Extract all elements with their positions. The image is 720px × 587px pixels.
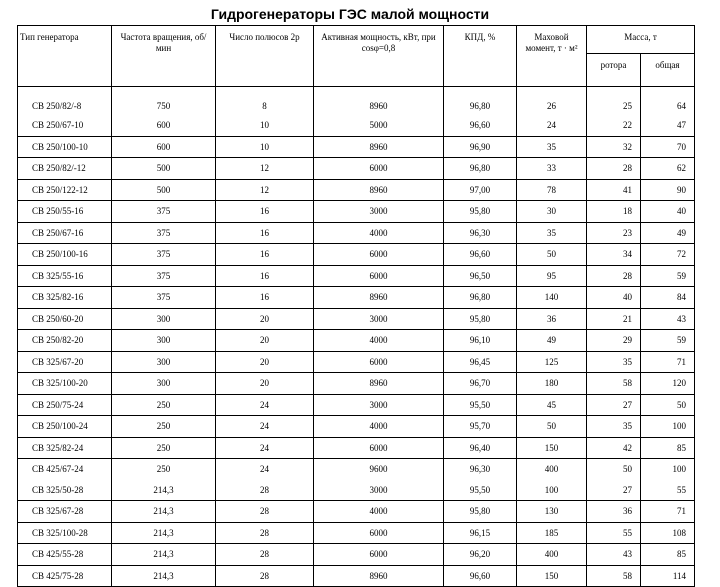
cell-power: 8960 [314, 136, 444, 158]
cell-mass-total: 64 [641, 87, 695, 116]
cell-efficiency: 96,80 [444, 87, 517, 116]
page-title: Гидрогенераторы ГЭС малой мощности [210, 6, 490, 22]
header-mass-total: общая [641, 54, 695, 87]
cell-type: СВ 325/55-16 [18, 265, 112, 287]
cell-efficiency: 96,80 [444, 287, 517, 309]
cell-power: 6000 [314, 158, 444, 180]
cell-mass-rotor: 21 [587, 308, 641, 330]
cell-mass-total: 49 [641, 222, 695, 244]
cell-mass-total: 62 [641, 158, 695, 180]
cell-power: 8960 [314, 287, 444, 309]
cell-speed: 250 [112, 416, 216, 438]
cell-poles: 20 [216, 373, 314, 395]
cell-power: 3000 [314, 201, 444, 223]
cell-type: СВ 250/55-16 [18, 201, 112, 223]
cell-speed: 600 [112, 115, 216, 136]
table-row [18, 522, 695, 544]
header-mass: Масса, т [587, 26, 695, 54]
cell-moment: 400 [517, 544, 587, 566]
cell-moment: 100 [517, 480, 587, 501]
cell-mass-total: 59 [641, 265, 695, 287]
cell-moment: 140 [517, 287, 587, 309]
cell-moment: 180 [517, 373, 587, 395]
table-row [18, 373, 695, 395]
cell-power: 4000 [314, 501, 444, 523]
cell-speed: 500 [112, 158, 216, 180]
header-speed: Частота вращения, об/мин [112, 26, 216, 87]
cell-mass-total: 90 [641, 179, 695, 201]
cell-moment: 49 [517, 330, 587, 352]
cell-speed: 214,3 [112, 480, 216, 501]
cell-power: 8960 [314, 179, 444, 201]
table-row [18, 330, 695, 352]
cell-type: СВ 250/82/-12 [18, 158, 112, 180]
cell-moment: 50 [517, 416, 587, 438]
cell-mass-total: 72 [641, 244, 695, 266]
cell-speed: 214,3 [112, 565, 216, 587]
cell-power: 3000 [314, 308, 444, 330]
cell-poles: 24 [216, 416, 314, 438]
cell-speed: 500 [112, 179, 216, 201]
table-row [18, 394, 695, 416]
cell-moment: 125 [517, 351, 587, 373]
cell-efficiency: 95,80 [444, 308, 517, 330]
cell-efficiency: 95,50 [444, 394, 517, 416]
cell-mass-total: 50 [641, 394, 695, 416]
cell-mass-rotor: 18 [587, 201, 641, 223]
table-row [18, 416, 695, 438]
table-row [18, 437, 695, 459]
cell-mass-rotor: 25 [587, 87, 641, 116]
cell-speed: 300 [112, 330, 216, 352]
cell-mass-total: 71 [641, 351, 695, 373]
cell-poles: 16 [216, 265, 314, 287]
cell-mass-rotor: 27 [587, 394, 641, 416]
cell-power: 4000 [314, 222, 444, 244]
cell-type: СВ 325/82-24 [18, 437, 112, 459]
cell-mass-total: 43 [641, 308, 695, 330]
cell-mass-rotor: 58 [587, 373, 641, 395]
cell-poles: 20 [216, 351, 314, 373]
table-row [18, 136, 695, 158]
table-row [18, 201, 695, 223]
table-row [18, 287, 695, 309]
cell-mass-rotor: 50 [587, 459, 641, 480]
cell-moment: 24 [517, 115, 587, 136]
cell-poles: 24 [216, 459, 314, 480]
cell-moment: 26 [517, 87, 587, 116]
cell-speed: 250 [112, 437, 216, 459]
header-mass-rotor: ротора [587, 54, 641, 87]
cell-mass-total: 47 [641, 115, 695, 136]
cell-efficiency: 96,60 [444, 244, 517, 266]
cell-poles: 24 [216, 394, 314, 416]
cell-moment: 150 [517, 437, 587, 459]
cell-poles: 24 [216, 437, 314, 459]
cell-power: 5000 [314, 115, 444, 136]
cell-type: СВ 425/55-28 [18, 544, 112, 566]
cell-moment: 45 [517, 394, 587, 416]
cell-power: 3000 [314, 480, 444, 501]
cell-efficiency: 96,45 [444, 351, 517, 373]
cell-mass-rotor: 35 [587, 351, 641, 373]
cell-mass-total: 85 [641, 437, 695, 459]
cell-mass-rotor: 22 [587, 115, 641, 136]
cell-poles: 10 [216, 115, 314, 136]
cell-speed: 375 [112, 287, 216, 309]
table-row [18, 565, 695, 587]
cell-type: СВ 325/67-20 [18, 351, 112, 373]
cell-poles: 10 [216, 136, 314, 158]
cell-efficiency: 97,00 [444, 179, 517, 201]
cell-power: 9600 [314, 459, 444, 480]
cell-type: СВ 250/60-20 [18, 308, 112, 330]
cell-efficiency: 96,10 [444, 330, 517, 352]
table-row [18, 115, 695, 136]
cell-poles: 12 [216, 179, 314, 201]
cell-power: 4000 [314, 416, 444, 438]
cell-moment: 35 [517, 136, 587, 158]
cell-mass-total: 85 [641, 544, 695, 566]
cell-mass-rotor: 36 [587, 501, 641, 523]
cell-moment: 30 [517, 201, 587, 223]
cell-mass-rotor: 58 [587, 565, 641, 587]
cell-mass-total: 71 [641, 501, 695, 523]
table-row [18, 351, 695, 373]
cell-power: 8960 [314, 373, 444, 395]
cell-poles: 28 [216, 480, 314, 501]
cell-type: СВ 325/100-28 [18, 522, 112, 544]
cell-moment: 400 [517, 459, 587, 480]
cell-moment: 78 [517, 179, 587, 201]
table-row [18, 544, 695, 566]
cell-moment: 36 [517, 308, 587, 330]
cell-poles: 28 [216, 501, 314, 523]
cell-power: 6000 [314, 351, 444, 373]
cell-mass-rotor: 43 [587, 544, 641, 566]
cell-type: СВ 250/100-24 [18, 416, 112, 438]
cell-speed: 600 [112, 136, 216, 158]
cell-type: СВ 250/82-20 [18, 330, 112, 352]
cell-mass-rotor: 41 [587, 179, 641, 201]
cell-power: 6000 [314, 244, 444, 266]
cell-poles: 28 [216, 522, 314, 544]
cell-poles: 16 [216, 287, 314, 309]
table-body [18, 87, 695, 587]
cell-power: 6000 [314, 265, 444, 287]
cell-mass-total: 70 [641, 136, 695, 158]
cell-type: СВ 325/82-16 [18, 287, 112, 309]
cell-poles: 16 [216, 201, 314, 223]
cell-speed: 214,3 [112, 544, 216, 566]
cell-speed: 300 [112, 351, 216, 373]
cell-efficiency: 95,80 [444, 501, 517, 523]
cell-efficiency: 96,60 [444, 565, 517, 587]
cell-moment: 130 [517, 501, 587, 523]
cell-mass-rotor: 32 [587, 136, 641, 158]
cell-type: СВ 250/122-12 [18, 179, 112, 201]
cell-mass-rotor: 34 [587, 244, 641, 266]
generators-table [17, 25, 695, 587]
table-row [18, 459, 695, 480]
cell-power: 6000 [314, 437, 444, 459]
cell-mass-total: 100 [641, 416, 695, 438]
table-row [18, 265, 695, 287]
cell-poles: 28 [216, 565, 314, 587]
cell-mass-rotor: 27 [587, 480, 641, 501]
cell-speed: 214,3 [112, 501, 216, 523]
cell-efficiency: 96,30 [444, 222, 517, 244]
cell-poles: 16 [216, 222, 314, 244]
cell-speed: 375 [112, 222, 216, 244]
cell-efficiency: 95,70 [444, 416, 517, 438]
cell-speed: 750 [112, 87, 216, 116]
cell-efficiency: 95,50 [444, 480, 517, 501]
cell-mass-total: 59 [641, 330, 695, 352]
cell-mass-total: 120 [641, 373, 695, 395]
cell-mass-rotor: 55 [587, 522, 641, 544]
cell-type: СВ 250/67-10 [18, 115, 112, 136]
cell-efficiency: 96,30 [444, 459, 517, 480]
cell-efficiency: 96,90 [444, 136, 517, 158]
cell-speed: 214,3 [112, 522, 216, 544]
table-row [18, 480, 695, 501]
cell-moment: 35 [517, 222, 587, 244]
cell-type: СВ 325/50-28 [18, 480, 112, 501]
cell-mass-total: 108 [641, 522, 695, 544]
table-row [18, 308, 695, 330]
cell-speed: 250 [112, 394, 216, 416]
cell-moment: 50 [517, 244, 587, 266]
cell-poles: 20 [216, 308, 314, 330]
cell-type: СВ 250/67-16 [18, 222, 112, 244]
cell-power: 6000 [314, 522, 444, 544]
cell-moment: 95 [517, 265, 587, 287]
cell-speed: 250 [112, 459, 216, 480]
cell-mass-rotor: 29 [587, 330, 641, 352]
cell-efficiency: 95,80 [444, 201, 517, 223]
header-type: Тип генератора [18, 26, 112, 87]
cell-power: 8960 [314, 87, 444, 116]
table-row [18, 501, 695, 523]
table-row [18, 158, 695, 180]
header-moment: Маховой момент, т · м² [517, 26, 587, 87]
table-row [18, 244, 695, 266]
cell-type: СВ 325/67-28 [18, 501, 112, 523]
table-row [18, 222, 695, 244]
cell-speed: 300 [112, 373, 216, 395]
cell-poles: 8 [216, 87, 314, 116]
cell-mass-rotor: 28 [587, 265, 641, 287]
cell-speed: 375 [112, 244, 216, 266]
cell-mass-rotor: 28 [587, 158, 641, 180]
table-row [18, 87, 695, 116]
cell-poles: 16 [216, 244, 314, 266]
cell-power: 4000 [314, 330, 444, 352]
cell-mass-rotor: 40 [587, 287, 641, 309]
cell-mass-total: 40 [641, 201, 695, 223]
cell-poles: 28 [216, 544, 314, 566]
table-row [18, 179, 695, 201]
cell-moment: 150 [517, 565, 587, 587]
cell-mass-total: 114 [641, 565, 695, 587]
cell-efficiency: 96,60 [444, 115, 517, 136]
cell-type: СВ 425/67-24 [18, 459, 112, 480]
header-efficiency: КПД, % [444, 26, 517, 87]
cell-efficiency: 96,20 [444, 544, 517, 566]
cell-power: 6000 [314, 544, 444, 566]
cell-type: СВ 425/75-28 [18, 565, 112, 587]
cell-type: СВ 325/100-20 [18, 373, 112, 395]
cell-mass-rotor: 35 [587, 416, 641, 438]
cell-type: СВ 250/75-24 [18, 394, 112, 416]
cell-efficiency: 96,15 [444, 522, 517, 544]
cell-power: 8960 [314, 565, 444, 587]
cell-mass-rotor: 42 [587, 437, 641, 459]
cell-speed: 375 [112, 201, 216, 223]
cell-speed: 375 [112, 265, 216, 287]
cell-type: СВ 250/82/-8 [18, 87, 112, 116]
cell-mass-total: 100 [641, 459, 695, 480]
cell-mass-rotor: 23 [587, 222, 641, 244]
cell-efficiency: 96,80 [444, 158, 517, 180]
cell-type: СВ 250/100-16 [18, 244, 112, 266]
cell-mass-total: 55 [641, 480, 695, 501]
cell-poles: 12 [216, 158, 314, 180]
cell-efficiency: 96,40 [444, 437, 517, 459]
cell-power: 3000 [314, 394, 444, 416]
cell-efficiency: 96,50 [444, 265, 517, 287]
cell-mass-total: 84 [641, 287, 695, 309]
header-poles: Число полюсов 2р [216, 26, 314, 87]
cell-speed: 300 [112, 308, 216, 330]
cell-type: СВ 250/100-10 [18, 136, 112, 158]
cell-efficiency: 96,70 [444, 373, 517, 395]
cell-poles: 20 [216, 330, 314, 352]
header-row [18, 26, 695, 54]
cell-moment: 185 [517, 522, 587, 544]
cell-moment: 33 [517, 158, 587, 180]
header-power: Активная мощность, кВт, при cosφ=0,8 [314, 26, 444, 87]
